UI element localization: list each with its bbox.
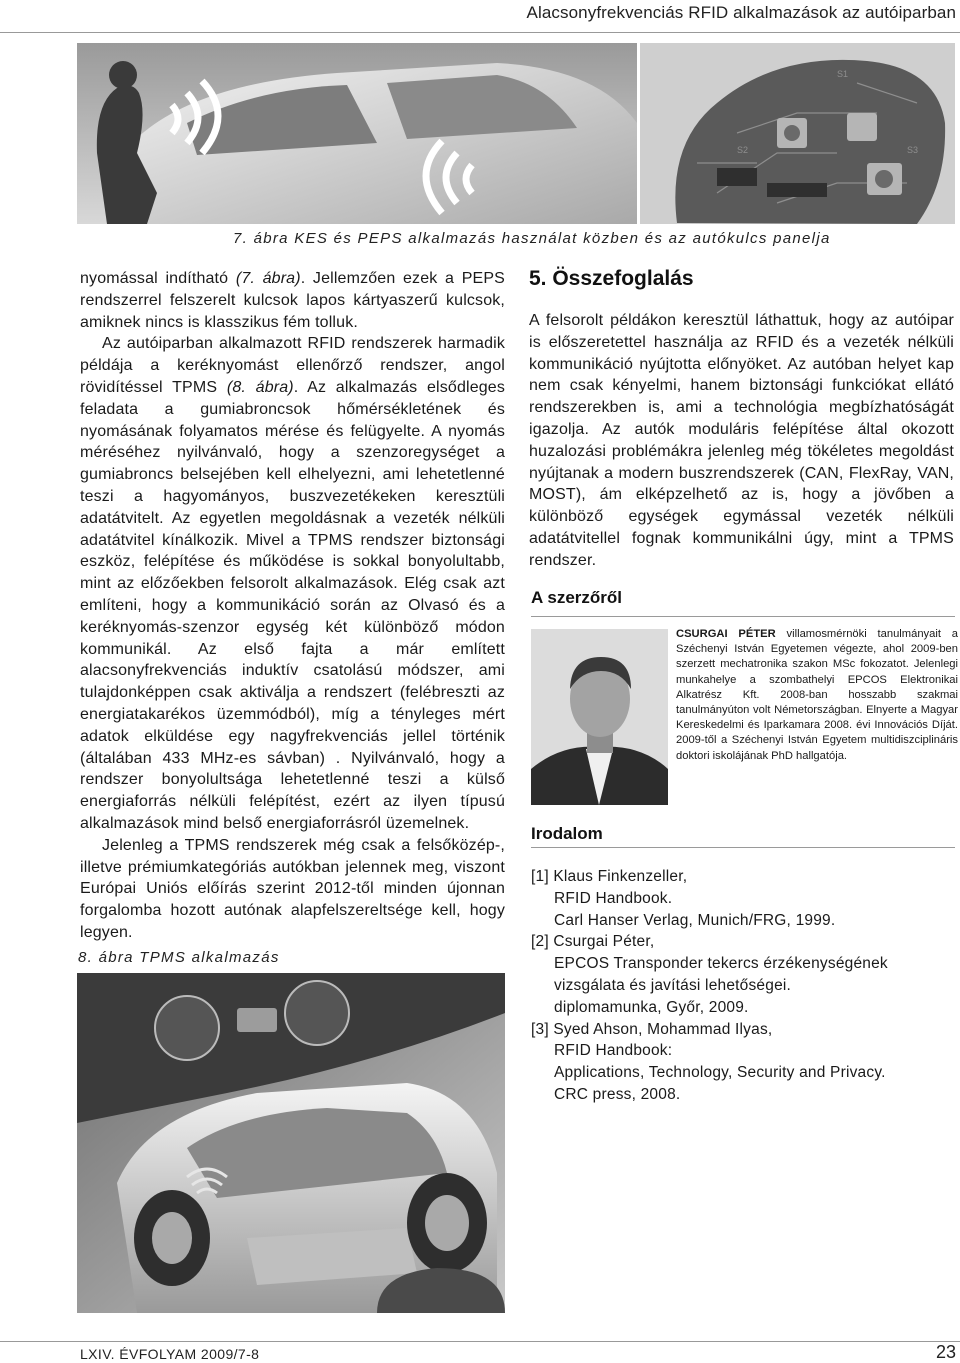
figure-7-caption: 7. ábra KES és PEPS alkalmazás használat közben és az autókulcs panelja [233,230,831,247]
references-heading-rule [531,847,955,848]
summary-paragraph: A felsorolt példákon keresztül láthattuk, hogy az autóipar is előszeretettel használja az RFID és a vezeték nélküli kommunikáció nyújtotta előnyöket. Az autóban helyet kap nem csak kényelmi, hanem biztonsági funkciókat ellátó rendszerekben is, ami a technológia megbízhatóságát igazolja. Az autók moduláris felépítése által okozott huzalozási problémákra jelenleg még tökéletes megoldást nyújtanak a modern buszrendszerek (CAN, FlexRay, VAN, MOST), ám elképzelhető az is, hogy a jövőben a különböző egységek egymással vezeték nélküli adatátvitellel fognak kommunikálni úgy, mint a TPMS rendszer. [529,312,954,569]
figure-reference: (8. ábra) [226,378,294,396]
pcb-label: S2 [737,145,749,155]
pcb-button-component [847,113,877,141]
reference-item [531,931,951,953]
running-header-title: Alacsonyfrekvenciás RFID alkalmazások az autóiparban [526,3,956,22]
pcb-button-cap [784,125,800,141]
reference-text: Carl Hanser Verlag, Munich/FRG, 1999. [554,911,836,929]
reference-item-continuation [531,997,951,1019]
reference-item-continuation [531,1062,951,1084]
body-paragraph [80,835,505,944]
reference-text: Syed Ahson, Mohammad Ilyas, [553,1020,773,1038]
author-bio [676,627,958,764]
author-name: CSURGAI PÉTER [676,628,776,640]
pcb-chip [717,168,757,186]
person-head [109,61,137,89]
reference-text: Applications, Technology, Security and Privacy. [554,1064,886,1082]
reference-number: [3] [531,1020,554,1038]
pcb-button-cap [875,170,893,188]
wheel-rim [425,1195,469,1251]
figure-8-illustration [77,973,505,1313]
figure-7-image [77,43,955,224]
figure-divider [637,43,640,224]
summary-section-title: 5. Összefoglalás [529,267,694,290]
header-rule [0,32,960,33]
author-heading: A szerzőről [531,588,623,607]
references-list [531,866,951,1106]
body-paragraph [80,268,505,333]
references-heading: Irodalom [531,824,603,843]
reference-text: vizsgálata és javítási lehetőségei. [554,976,792,994]
text-run: nyomással indítható [80,270,236,287]
author-photo [531,629,668,805]
author-portrait [531,629,668,805]
figure-8-caption: 8. ábra TPMS alkalmazás [78,949,280,966]
reference-text: RFID Handbook. [554,889,673,907]
author-heading-rule [531,616,955,617]
reference-item-continuation [531,910,951,932]
reference-item [531,1019,951,1041]
footer-rule [0,1341,960,1342]
reference-item-continuation [531,975,951,997]
pcb-label: S3 [907,145,919,155]
reference-text: CRC press, 2008. [554,1085,681,1103]
journal-issue: LXIV. ÉVFOLYAM 2009/7-8 [80,1346,260,1362]
reference-text: Csurgai Péter, [553,933,655,951]
reference-text: Klaus Finkenzeller, [553,868,688,885]
wheel-rim [152,1212,192,1264]
author-bio-text: villamosmérnöki tanulmányait a Széchenyi István Egyetemen végezte, ahol 2009-ben szerzett mechatronika szakon MSc fokozatot. Jelenlegi munkahelye a szombathelyi EPCOS Elektronikai Alkatrész Kft. 2008-ban hosszabb szakmai tanulmányúton volt Németországban. Elnyerte a Magyar Kereskedelmi és Iparkamara 2008. évi Innovációs Díját. 2009-től a Széchenyi István Egyetem multidiszciplináris doktori iskolájának PhD hallgatója. [676,628,958,762]
reference-item-continuation [531,888,951,910]
reference-text: RFID Handbook: [554,1042,673,1060]
reference-item [531,866,951,888]
reference-text: EPCOS Transponder tekercs érzékenységének [554,955,888,973]
reference-item-continuation [531,953,951,975]
pcb-chip [767,183,827,197]
tire-pressure-display [237,1008,277,1032]
figure-8-image [77,973,505,1313]
page-number: 23 [935,1342,956,1362]
text-run: . Az alkalmazás elsődleges feladata a gumiabroncsok hőmérsékletének és nyomásának folyamatos mérése és felügyelte. A nyomás méréséhez nyilvánvaló, hogy a szenzoregységet a gumiabroncs belsejében kell elhelyezni, ami lehetetlenné teszi a hagyományos, buszvezetékeken keresztüli adatátvitelt. Az egyetlen megoldásnak a vezeték nélküli adatátvitel kínálkozik. Mivel a TPMS rendszer biztonsági eszköz, felépítése és működése is sokkal bonyolultabb, mint az előzőekben felsorolt alkalmazások. Elég csak azt említeni, hogy a kommunikáció során az Olvasó és a keréknyomás-szenzor egység két különböző módon kommunikál. Az első fajta a már említett alacsonyfrekvenciás induktív csatolású módszer, ami tulajdonképpen csak aktiválja a rendszert (felébreszti az energiatakarékos üzemmódból), míg a tényleges mért adatok elküldése egy nagyfrekvenciás jellel történik (általában 433 MHz-es sávban) . Nyilvánvaló, hogy a rendszer bonyolultsága lehetetlenné teszi a külső energiaforrás nélküli felépítést, ezért az ilyen típusú alkalmazások mind belső energiaforrásról üzemelnek. [80,378,505,832]
summary-text [529,310,954,572]
speedometer-gauge [155,996,219,1060]
figure-reference: (7. ábra) [235,270,301,287]
reference-number: [1] [531,868,554,885]
tachometer-gauge [285,981,349,1045]
reference-text: diplomamunka, Győr, 2009. [554,998,749,1016]
body-paragraph [80,333,505,834]
figure-7-illustration [77,43,955,224]
left-column-text [80,268,505,944]
reference-number: [2] [531,933,554,951]
reference-item-continuation [531,1084,951,1106]
text-run: Az autóiparban alkalmazott RFID rendszerek harmadik példája a keréknyomást ellenőrző rendszer, angol rövidítéssel TPMS [80,335,505,396]
text-run: . Jellemzően ezek a PEPS rendszerrel felszerelt kulcsok lapos kártyaszerű kulcsok, amiknek nincs is klasszikus fém tolluk. [80,270,506,331]
text-run: Jelenleg a TPMS rendszerek még csak a felsőközép-, illetve prémiumkategóriás autókban jelennek meg, viszont Európai Uniós előírás szerint 2012-től minden újonnan forgalomba hozott autónak alapfelszereltsége kell, hogy legyen. [80,836,505,941]
reference-item-continuation [531,1040,951,1062]
pcb-label: S1 [837,69,849,79]
